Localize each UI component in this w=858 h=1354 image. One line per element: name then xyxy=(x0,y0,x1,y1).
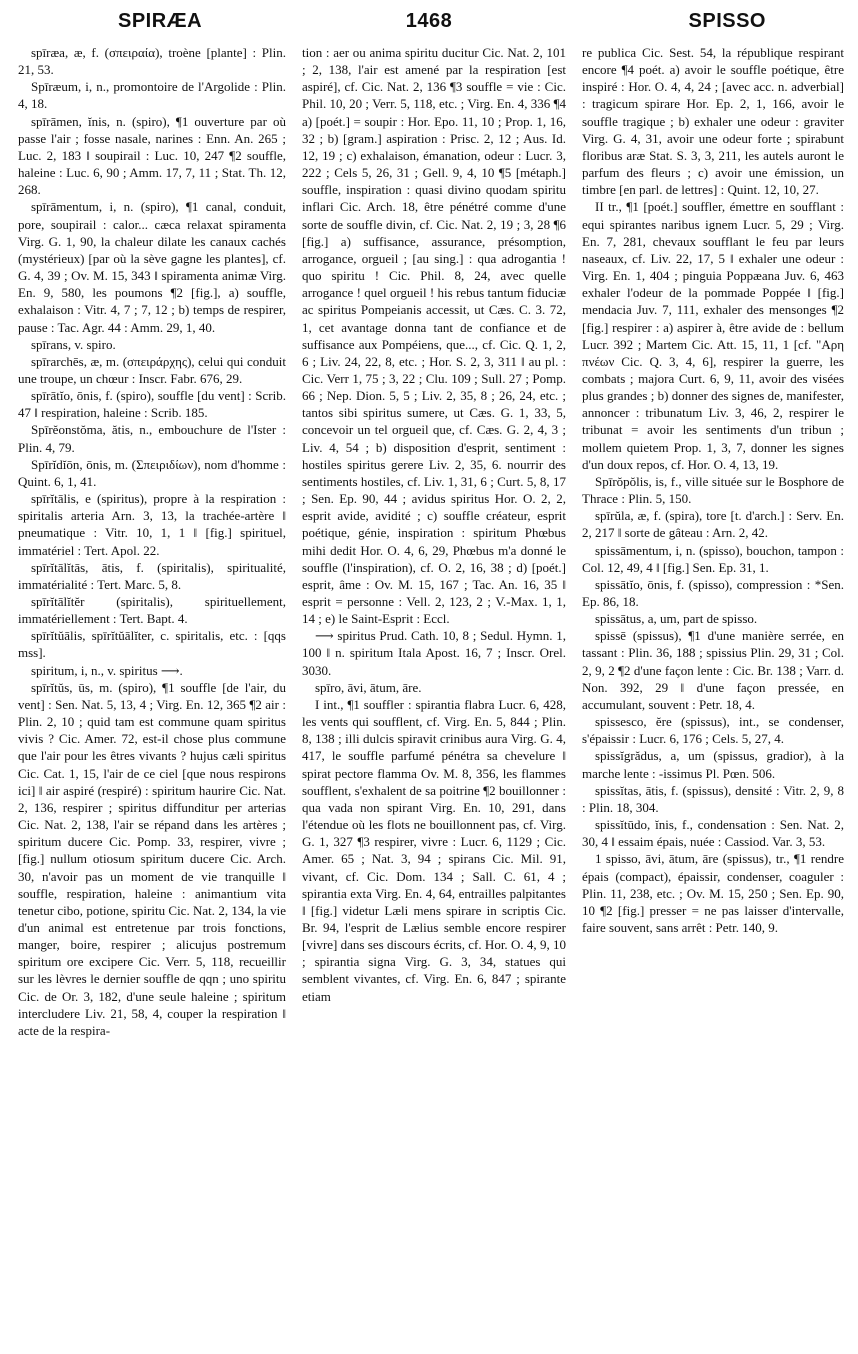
running-head xyxy=(0,10,858,36)
dictionary-entry: spīro, āvi, ātum, āre. xyxy=(315,679,422,695)
dictionary-entry: spīrarchēs, æ, m. (σπειράρχης), celui qui conduit une troupe, un chœur : Inscr. Fabr. 676, 29. xyxy=(18,353,286,386)
dictionary-entry: spīræa, æ, f. (σπειραία), troène [plante] : Plin. 21, 53. xyxy=(18,45,286,78)
dictionary-entry: spīrāmentum, i, n. (spiro), ¶1 canal, conduit, pore, soupirail : calor... cæca relaxat spiramenta Virg. G. 1, 90, la chaleur dilate les canaux cachés (mystérieux) [par où la sève gagne les plantes], cf. G. 4, 39 ; Ov. M. 15, 343 ‖ spiramenta animæ Virg. En. 9, 580, les poumons ¶2 [fig.], a) souffle, exhalaison : Vitr. 4, 7 ; 7, 12 ; b) temps de respirer, pause : Tac. Agr. 44 : Amm. 29, 1, 40. xyxy=(18,199,286,335)
dictionary-entry: spiritum, i, n., v. spiritus ⟶. xyxy=(31,662,183,678)
column-middle xyxy=(302,44,566,1344)
dictionary-entry: spīrĭtŭs, ūs, m. (spiro), ¶1 souffle [de l'air, du vent] : Sen. Nat. 5, 13, 4 ; Virg. En. 12, 365 ¶2 air : Plin. 2, 10 ; quid tam est commune quam spiritus vivis ? Cic. Amer. 72, est-il chose plus commune que l'air pour les êtres vivants ? hujus cæli spiritus Cic. Cat. 1, 15, l'air de ce ciel [que nous respirons ici] ‖ air aspiré (respiré) : spiritum haurire Cic. Nat. 2, 136, respirer ; spiritus diffunditur per arterias Cic. Nat. 2, 138, l'air se répand dans les artères ; spiritum ducere Cic. Pomp. 33, respirer, vivre ; [fig.] nullum otiosum spiritum ducere Cic. Arch. 30, n'avoir pas un moment de vie tranquille ‖ souffle, respiration, haleine : animantium vita tenetur cibo, potione, spiritu Cic. Nat. 2, 134, la vie d'un animal est entretenue par trois fonctions, manger, boire, respirer ; alicujus postremum spiritum ore excipere Cic. Verr. 5, 118, recueillir sur les lèvres le dernier souffle de qqn ; uno spiritu Cic. de Or. 3, 182, d'une seule haleine ; spiritum intercludere Liv. 21, 58, 4, couper la respiration ‖ acte de la respira- xyxy=(18,679,286,1038)
column-left xyxy=(18,44,286,1344)
entry-continuation: re publica Cic. Sest. 54, la république respirant encore ¶4 poét. a) avoir le souffle poétique, être inspiré : Hor. O. 4, 4, 24 ; [avec acc. n. adverbial] : tragicum spirare Hor. Ep. 2, 1, 166, avoir le souffle tragique ; b) exhaler une odeur : graviter Virg. G. 4, 31, avoir une odeur forte ; spirabunt floribus aræ Stat. S. 3, 3, 211, les autels auront le parfum des fleurs ; c) avoir une émission, un timbre [en parl. de lettres] : Quint. 12, 10, 27. xyxy=(582,45,844,198)
dictionary-entry: spissĭgrădus, a, um (spissus, gradior), à la marche lente : -issimus Pl. Pœn. 506. xyxy=(582,748,844,781)
dictionary-entry: ⟶ spiritus Prud. Cath. 10, 8 ; Sedul. Hymn. 1, 100 ‖ n. spiritum Itala Apost. 16, 7 ; Inscr. Orel. 3030. xyxy=(302,628,566,678)
page-number: 1468 xyxy=(405,10,453,32)
dictionary-entry: spissesco, ĕre (spissus), int., se condenser, s'épaissir : Lucr. 6, 176 ; Cels. 5, 27, 4. xyxy=(582,714,844,747)
right-headword: SPISSO xyxy=(688,10,766,32)
dictionary-entry: spīrans, v. spiro. xyxy=(31,336,116,352)
dictionary-entry: spīrĭtālĭtās, ātis, f. (spiritalis), spiritualité, immatérialité : Tert. Marc. 5, 8. xyxy=(18,559,286,592)
dictionary-entry: 1 spisso, āvi, ātum, āre (spissus), tr., ¶1 rendre épais (compact), épaissir, condenser, coaguler : Plin. 11, 238, etc. ; Ov. M. 15, 250 ; Sen. Ep. 90, 10 ¶2 [fig.] presser = ne pas laisser d'intervalle, faire souvent, sans arrêt : Petr. 140, 9. xyxy=(582,851,844,935)
dictionary-entry: spīrātĭo, ōnis, f. (spiro), souffle [du vent] : Scrib. 47 ‖ respiration, haleine : Scrib. 185. xyxy=(18,388,286,421)
dictionary-entry: spissē (spissus), ¶1 d'une manière serrée, en tassant : Plin. 36, 188 ; spissius Plin. 29, 31 ; Col. 2, 9, 2 ¶2 d'une façon lente : Cic. Br. 138 ; Varr. d. Non. 392, 29 ‖ d'une façon pressée, en accumulant, souvent : Petr. 18, 4. xyxy=(582,628,844,712)
dictionary-entry: spissātus, a, um, part de spisso. xyxy=(595,611,758,627)
dictionary-entry: II tr., ¶1 [poét.] souffler, émettre en soufflant : equi spirantes naribus ignem Lucr. 5, 29 ; Virg. En. 7, 281, chevaux soufflant le feu par leurs naseaux, cf. Liv. 22, 17, 5 ‖ exhaler une odeur : Virg. En. 1, 404 ; pinguia Poppæana Juv. 6, 463 exhaler l'odeur de la pommade Poppée ‖ [fig.] mendacia Juv. 7, 111, exhaler des mensonges ¶2 [fig.] respirer : a) aspirer à, être avide de : bellum Lucr. 392 ; Martem Cic. Att. 15, 11, 1 [cf. "Aρη πνέων Cic. Q. 3, 4, 6], respirer la guerre, les combats ; majora Curt. 6, 9, 11, avoir des visées plus grandes ; b) donner des signes de, manifester, annoncer : tribunatum Liv. 3, 46, 2, respirer le tribunat = avoir les sentiments d'un tribun ; mollem quietem Prop. 1, 3, 7, donner les signes d'un doux repos, cf. Hor. O. 4, 13, 19. xyxy=(582,199,844,472)
dictionary-entry: Spīrŏpŏlis, is, f., ville située sur le Bosphore de Thrace : Plin. 5, 150. xyxy=(582,473,844,507)
left-headword: SPIRÆA xyxy=(118,10,203,32)
dictionary-entry: Spīræum, i, n., promontoire de l'Argolide : Plin. 4, 18. xyxy=(18,79,286,112)
column-right xyxy=(582,44,844,1344)
dictionary-entry: spīrĭtŭālis, spīrĭtŭālĭter, c. spiritalis, etc. : [qqs mss]. xyxy=(18,628,286,661)
entry-continuation: tion : aer ou anima spiritu ducitur Cic. Nat. 2, 101 ; 2, 138, l'air est amené par la respiration [est aspiré], cf. Cic. Nat. 2, 136 ¶3 souffle = vie : Cic. Phil. 10, 20 ; Verr. 5, 118, etc. ; Virg. En. 4, 336 ¶4 a) [poét.] = soupir : Hor. Epo. 11, 10 ; Prop. 1, 16, 32 ; b) [gram.] aspiration : Prisc. 2, 12 ; Aus. Id. 12, 19 ; c) exhalaison, émanation, odeur : Lucr. 3, 222 ; Cels 5, 26, 31 ; Gell. 9, 4, 10 ¶5 [métaph.] souffle, inspiration : quasi divino quodam spiritu inflari Cic. Arch. 18, être pénétré comme d'une sorte de souffle divin, cf. Cic. Nat. 2, 19 ; 3, 28 ¶6 [fig.] a) suffisance, assurance, présomption, arrogance, orgueil ; [au sing.] : qua adrogantia ! quo spiritu ! Cic. Phil. 8, 24, avec quelle arrogance ! quel orgueil ! his rebus tantum fiduciæ ac spiritus Pompeianis accessit, ut Cæs. C. 3. 72, 1, cet avantage donna tant de confiance et de suffisance aux Pompéiens, que..., cf. Cic. Q. 1, 2, 6 ; Liv. 24, 22, 8, etc. ; Hor. S. 2, 3, 311 ‖ au pl. : Cic. Verr 1, 75 ; 3, 22 ; Clu. 109 ; Sull. 27 ; Pomp. 66 ; Nep. Dion. 5, 5 ; Liv. 2, 35, 8 ; 26, 24, etc. ; tantos sibi spiritus sumere, ut Cæs. G. 1, 33, 5, concevoir un tel orgueil que, cf. Cæs. G. 2, 4, 3 ; Liv. 4, 54 ; b) disposition d'esprit, sentiment : hostiles spiritus gerere Liv. 2, 35, 6. nourrir des sentiments hostiles, cf. Liv. 1, 31, 6 ; Curt. 5, 8, 17 ; Sen. Ep. 90, 44 ; avidus spiritus Hor. O. 2, 2, esprit avide, avidité ; c) souffle créateur, esprit poétique, génie, inspiration : spiritum Phœbus mihi dedit Hor. O. 4, 6, 29, Phœbus m'a donné le souffle (l'inspiration), cf. O. 2, 16, 38 ; d) [poét.] esprit, âme : Ov. M. 15, 167 ; Tac. An. 16, 35 ‖ esprit = personne : Vell. 2, 123, 2 ; V.-Max. 1, 1, 14 ; e) le Saint-Esprit : Eccl. xyxy=(302,45,566,627)
dictionary-entry: spīrāmen, ĭnis, n. (spiro), ¶1 ouverture par où passe l'air ; fosse nasale, narines : Enn. An. 265 ; Luc. 2, 183 ‖ soupirail : Luc. 10, 247 ¶2 souffle, haleine : Luc. 6, 90 ; Amm. 17, 7, 11 ; Stat. Th. 12, 268. xyxy=(18,113,286,198)
text-columns xyxy=(0,44,858,1350)
dictionary-entry: Spīrĭdĭōn, ōnis, m. (Σπειριδίων), nom d'homme : Quint. 6, 1, 41. xyxy=(18,456,286,489)
dictionary-entry: spīrŭla, æ, f. (spira), tore [t. d'arch.] : Serv. En. 2, 217 ‖ sorte de gâteau : Arn. 2, 42. xyxy=(582,508,844,541)
dictionary-entry: spīrĭtālis, e (spiritus), propre à la respiration : spiritalis arteria Arn. 3, 13, la trachée-artère ‖ pneumatique : Vitr. 10, 1, 1 ‖ [fig.] spirituel, immatériel : Tert. Apol. 22. xyxy=(18,491,286,558)
dictionary-entry: spissātĭo, ōnis, f. (spisso), compression : *Sen. Ep. 86, 18. xyxy=(582,576,844,609)
dictionary-entry: spissĭtūdo, ĭnis, f., condensation : Sen. Nat. 2, 30, 4 ‖ essaim épais, nuée : Cassiod. Var. 3, 53. xyxy=(582,817,844,850)
dictionary-entry: Spīrĕonstŏma, ătis, n., embouchure de l'Ister : Plin. 4, 79. xyxy=(18,422,286,455)
dictionary-entry: I int., ¶1 souffler : spirantia flabra Lucr. 6, 428, les vents qui soufflent, cf. Virg. En. 5, 844 ; Plin. 8, 138 ; illi dulcis spiravit crinibus aura Virg. G. 4, 417, le souffle parfumé pénétra sa chevelure ‖ spirat pectore flamma Ov. M. 8, 356, les flammes soufflent, s'exhalent de sa poitrine ¶2 bouillonner : qua vada non spirant Virg. En. 10, 291, dans l'étendue où les flots ne bouillonnent pas, cf. Virg. G. 1, 327 ¶3 respirer, vivre : Lucr. 6, 1129 ; Cic. Amer. 65 ; Nat. 3, 94 ; spirans Cic. Mil. 91, vivant, cf. Cic. Dom. 134 ; Sall. C. 61, 4 ; spirantia exta Virg. En. 4, 64, entrailles palpitantes ‖ [fig.] videtur Læli mens spirare in scriptis Cic. Br. 94, l'esprit de Lælius semble encore respirer [vivre] dans ses discours écrits, cf. Hor. O. 4, 9, 10 ; spirantia signa Virg. G. 3, 34, statues qui semblent vivantes, cf. Virg. En. 6, 847 ; spirante etiam xyxy=(302,696,566,1004)
dictionary-entry: spissāmentum, i, n. (spisso), bouchon, tampon : Col. 12, 49, 4 ‖ [fig.] Sen. Ep. 31, 1. xyxy=(582,542,844,575)
dictionary-entry: spissĭtas, ātis, f. (spissus), densité : Vitr. 2, 9, 8 : Plin. 18, 304. xyxy=(582,782,844,815)
dictionary-entry: spīrĭtālĭtĕr (spiritalis), spirituellement, immatériellement : Tert. Bapt. 4. xyxy=(18,594,286,627)
